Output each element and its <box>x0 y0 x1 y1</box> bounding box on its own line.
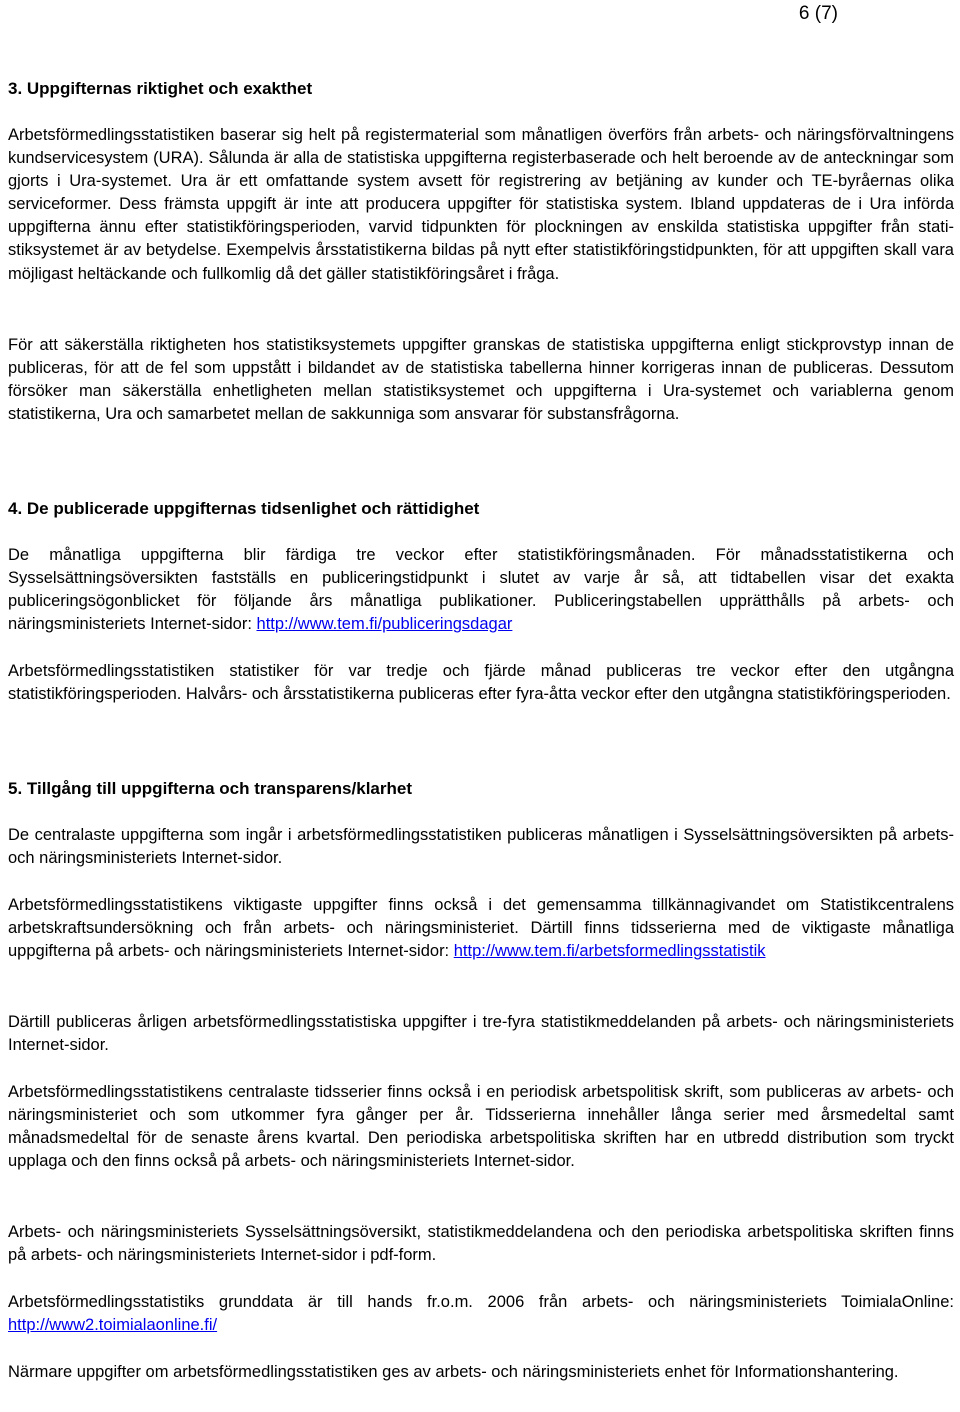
section-5-paragraph-6 <box>8 1291 954 1337</box>
section-5-heading: 5. Tillgång till uppgifterna och transparens/klarhet <box>8 779 412 798</box>
section-4-paragraph-2: Arbetsförmedlingsstatistiken statistiker för var tredje och fjärde månad publiceras tre veckor efter den utgångna statistikföringsperioden. Halvårs- och årsstatistikerna publiceras efter fyra-åtta veckor efter den utgångna statistikföringsperioden. <box>8 662 954 704</box>
section-5-paragraph-1: De centralaste uppgifterna som ingår i arbetsförmedlingsstatistiken publiceras månatligen i Sysselsättningsöversikten på arbets- och näringsministeriets Internet-sidor. <box>8 826 954 868</box>
section-3-heading: 3. Uppgifternas riktighet och exakthet <box>8 79 313 98</box>
arbetsformedlingsstatistik-link[interactable]: http://www.tem.fi/arbetsformedlingsstatistik <box>453 942 766 961</box>
section-4-paragraph-1 <box>8 544 954 636</box>
section-3-paragraph-2: För att säkerställa riktigheten hos statistiksystemets uppgifter granskas de statistiska uppgifterna enligt stickprovstyp innan de publiceras, för att de fel som uppstått i bildandet av de statistiska tabellerna hinner korrigeras innan de publiceras. Dessutom försöker man säkerställa enhetligheten mellan statistiksystemet och uppgifterna i Ura-systemet och variablerna genom statistikerna, Ura och samarbetet mellan de sakkunniga som ansvarar för substansfrågorna. <box>8 336 954 424</box>
toimialaonline-link[interactable]: http://www2.toimialaonline.fi/ <box>8 1316 218 1335</box>
section-3-paragraph-1: Arbetsförmedlingsstatistiken baserar sig helt på registermaterial som månatligen överförs från arbets- och näringsförvaltningens kundservicesystem (URA). Sålunda är alla de statistiska uppgifterna registerbaserade och helt beroende av de anteckningar som gjorts i Ura-systemet. Ura är ett omfattande system avsett för registrering av betjäning av kunder och TE-byråernas olika serviceformer. Dess främsta uppgift är inte att producera uppgifter för statistiska system. Ibland uppdateras de i Ura införda uppgifterna ännu efter statistikföringsperioden, varvid tidpunkten för plockningen av enskilda statistiska uppgifter från statistiksystemet är av betydelse. Exempelvis årsstatistikerna bildas på nytt efter statistikföringstidpunkten, för att uppgiften skall vara möjligast heltäckande och fullkomlig då det gäller statistikföringsåret i fråga. <box>8 126 954 283</box>
section-5-paragraph-4: Arbetsförmedlingsstatistikens centralaste tidsserier finns också i en periodisk arbetspolitisk skrift, som publiceras av arbets- och näringsministeriet och som utkommer fyra gånger per år. Tidsserierna innehåller långa serier med årsmedeltal samt månadsmedeltal för de senaste årens kvartal. Den periodiska arbetspolitiska skriften har en utbredd distribution som tryckt upplaga och den finns också på arbets- och näringsministeriets Internet-sidor. <box>8 1083 954 1171</box>
section-5-paragraph-7: Närmare uppgifter om arbetsförmedlingsstatistiken ges av arbets- och näringsministeriets enhet för Informationshantering. <box>8 1363 899 1381</box>
section-5-paragraph-2 <box>8 894 954 963</box>
page-number: 6 (7) <box>798 3 838 24</box>
section-4-paragraph-1-text: De månatliga uppgifterna blir färdiga tre veckor efter statistikföringsmånaden. För månadsstatistikerna och Sysselsättningsöversikten fastställs en publiceringstidpunkt i slutet av varje år så, att tidtabellen visar det exakta publiceringsögonblicket för följande års månatliga publikationer. Publiceringstabellen upprätthålls på arbets- och näringsministeriets Internet-sidor: <box>8 546 954 634</box>
section-4-heading: 4. De publicerade uppgifternas tidsenlighet och rättidighet <box>8 499 480 518</box>
section-5-paragraph-6-text: Arbetsförmedlingsstatistiks grunddata är till hands fr.o.m. 2006 från arbets- och näringsministeriets ToimialaOnline: <box>8 1293 954 1311</box>
section-5-paragraph-2-text: Arbetsförmedlingsstatistikens viktigaste uppgifter finns också i det gemensamma tillkännagivandet om Statistikcentralens arbetskraftsundersökning och från arbets- och näringsministeriet. Därtill finns tidsserierna med de viktigaste månatliga uppgifterna på arbets- och näringsministeriets Internet-sidor: <box>8 896 954 961</box>
section-5-paragraph-3: Därtill publiceras årligen arbetsförmedlingsstatistiska uppgifter i tre-fyra statistikmeddelanden på arbets- och näringsministeriets Internet-sidor. <box>8 1013 954 1055</box>
section-5-paragraph-5: Arbets- och näringsministeriets Sysselsättningsöversikt, statistikmeddelandena och den periodiska arbetspolitiska skriften finns på arbets- och näringsministeriets Internet-sidor i pdf-form. <box>8 1223 954 1265</box>
publiceringsdagar-link[interactable]: http://www.tem.fi/publiceringsdagar <box>256 615 513 634</box>
